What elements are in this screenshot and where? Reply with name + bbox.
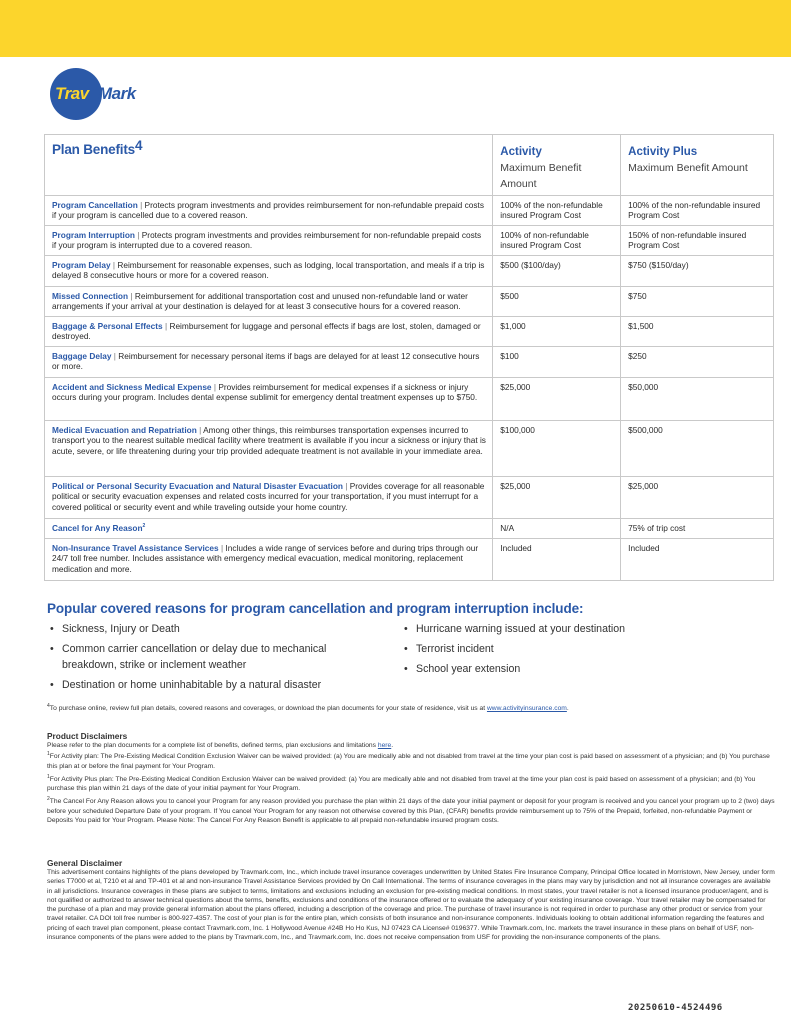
benefit-name: Medical Evacuation and Repatriation: [52, 425, 197, 435]
benefit-name: Baggage Delay: [52, 351, 112, 361]
benefit-name: Program Interruption: [52, 230, 135, 240]
activity-amount: $500 ($100/day): [493, 256, 621, 287]
benefit-description: Reimbursement for additional transportation cost and unused non-refundable land or water arrangements if your arrival at your destination is delayed for at least 3 consecutive hours for a covered reason.: [52, 291, 468, 312]
activity-plus-amount: $25,000: [621, 477, 774, 519]
benefit-name: Baggage & Personal Effects: [52, 321, 163, 331]
reasons-list-right: [401, 621, 761, 681]
disclaimer-item: $^2$The Cancel For Any Reason allows you to cancel your Program for any reason provided you purchase the plan within 21 days of the date your initial payment or deposit for your program is received and you cancel your program up to 2 (two) days before your scheduled Departure Date of your program. If You cancel Your Program for any reason not otherwise covered by this Plan, (CFAR) benefits provide reimbursement up to 75% of the Prepaid, forfeited, non-refundable Payment or Deposits You paid for Your Program. Please Note: The Cancel For Any Reason Benefit is applicable to all prepaid non-refundable insured program costs.: [47, 796, 775, 825]
activity-amount: $1,000: [493, 317, 621, 347]
activity-amount: $100: [493, 347, 621, 378]
benefit-description: Provides coverage for all reasonable political or security evacuation expenses and related costs incurred for your transportation, if you must interrupt for a covered political or security event and while traveling outside your home country.: [52, 481, 485, 512]
header-activity: Activity Maximum Benefit Amount: [493, 135, 621, 196]
header-band: [0, 0, 791, 57]
benefit-name: Accident and Sickness Medical Expense: [52, 382, 212, 392]
benefit-description: Among other things, this reimburses transportation expenses incurred to transport you to the nearest suitable medical facility where treatment is available if you incur a sickness or injury that is acute, severe, or life threatening during your trip provided adequate treatment is not available in your immediate area.: [52, 425, 486, 456]
benefit-name: Program Delay: [52, 260, 111, 270]
header-activity-plus: Activity Plus Maximum Benefit Amount: [621, 135, 774, 196]
benefit-description: Protects program investments and provides reimbursement for non-refundable prepaid costs if your program is interrupted due to a covered reason.: [52, 230, 482, 251]
separator: |: [140, 200, 143, 210]
table-row: [45, 347, 774, 378]
separator: |: [113, 351, 116, 361]
activity-plus-amount: $250: [621, 347, 774, 378]
logo-text-left: Trav: [55, 84, 89, 103]
separator: |: [164, 321, 168, 331]
benefit-cell: [45, 378, 493, 421]
travmark-logo: [50, 68, 150, 122]
table-header-row: [45, 135, 774, 196]
document-code: 20250610-4524496: [628, 1003, 723, 1013]
activity-plus-amount: $750 ($150/day): [621, 256, 774, 287]
activity-plus-amount: 100% of the non-refundable insured Program Cost: [621, 196, 774, 226]
reasons-title: Popular covered reasons for program cancellation and program interruption include:: [47, 601, 584, 616]
activityinsurance-link[interactable]: www.activityinsurance.com: [486, 705, 567, 712]
general-disclaimer-title: General Disclaimer: [47, 858, 123, 868]
plan-benefits-table: [44, 134, 774, 581]
table-row: [45, 378, 774, 421]
reasons-list-left: [47, 621, 377, 697]
benefit-cell: [45, 196, 493, 226]
disclaimer-item: $^1$For Activity plan: The Pre-Existing Medical Condition Exclusion Waiver can be waived provided: (a) You are medically able and not disabled from travel at the time your plan cost is paid based on assessment of a physician; and (b) You purchase this plan at or before the final payment for Your Program.: [47, 751, 770, 770]
general-disclaimer: [47, 858, 775, 946]
benefit-name: Missed Connection: [52, 291, 129, 301]
activity-amount: 100% of non-refundable insured Program Cost: [493, 226, 621, 256]
benefit-description: Protects program investments and provides reimbursement for non-refundable prepaid costs if your program is cancelled due to a covered reason.: [52, 200, 484, 221]
benefit-name: Program Cancellation: [52, 200, 138, 210]
benefit-cell: [45, 477, 493, 519]
separator: |: [130, 291, 133, 301]
product-disclaimers-title: Product Disclaimers: [47, 731, 128, 741]
activity-amount: $500: [493, 287, 621, 317]
list-item: • Sickness, Injury or Death: [47, 621, 377, 637]
benefit-cell: [45, 226, 493, 256]
table-row: [45, 226, 774, 256]
activity-amount: $25,000: [493, 477, 621, 519]
header-plan-benefits: Plan Benefits$^4$: [45, 135, 493, 196]
benefit-description: Provides reimbursement for medical expenses if a sickness or injury occurs during your program. Includes dental expense sublimit for emergency dental treatment expenses up to $750.: [52, 382, 478, 403]
benefit-description: Reimbursement for luggage and personal effects if bags are lost, stolen, damaged or destroyed.: [52, 321, 481, 342]
benefit-cell: [45, 287, 493, 317]
disclaimer-item: $^1$For Activity Plus plan: The Pre-Existing Medical Condition Exclusion Waiver can be waived provided: (a) You are medically able and not disabled from travel at the time your plan cost is paid based on assessment of a physician; and (b) You purchase this plan within 21 days of the date of your initial payment for Your Program.: [47, 773, 756, 793]
plan-documents-link[interactable]: here: [377, 742, 392, 749]
table-row: [45, 519, 774, 539]
activity-plus-amount: $500,000: [621, 421, 774, 477]
table-row: [45, 287, 774, 317]
activity-plus-amount: $750: [621, 287, 774, 317]
general-disclaimer-text: This advertisement contains highlights of the plans developed by Travmark.com, Inc., which include travel insurance coverages underwritten by United States Fire Insurance Company, Principal Office located in Morristown, New Jersey, under form series T7000 et al, T210 et al and TP-401 et al and non-insurance Travel Assistance Services provided by On Call International. The terms of insurance coverages in the plans may vary by jurisdiction and not all insurance coverages are available in all jurisdictions. Insurance coverages in these plans are subject to terms, limitations and exclusions including an exclusion for pre-existing medical conditions. In most states, your travel retailer is not a licensed insurance producer/agent, and is not qualified or authorized to answer technical questions about the terms, benefits, exclusions and conditions of the insurance offered or to evaluate the adequacy of your existing insurance coverage. Your travel retailer may be compensated for the purchase of a plan and may provide general information about the plans offered, including a description of the coverage and price. The purchase of travel insurance is not required in order to purchase any other product or service from your travel retailer. CA DOI toll free number is 800-927-4357. The cost of your plan is for the entire plan, which consists of both insurance and non-insurance components. Individuals looking to obtain additional information regarding the features and pricing of each travel plan component, please contact Travmark.com, Inc. 1 Hollywood Avenue #24B Ho Ho Kus, NJ 07423 CA License# 0196377. While Travmark.com, Inc. markets the travel insurance in these plans on behalf of USF, non-insurance components of the plans were added to the plans by Travmark.com, Inc., and Travmark.com, Inc. does not receive compensation from USF for providing the non-insurance components of the plans.: [47, 869, 775, 942]
separator: |: [112, 260, 116, 270]
benefit-cell: [45, 256, 493, 287]
benefit-cell: [45, 317, 493, 347]
table-row: [45, 196, 774, 226]
activity-plus-amount: $1,500: [621, 317, 774, 347]
separator: |: [137, 230, 140, 240]
list-item: • School year extension: [401, 661, 761, 677]
separator: |: [213, 382, 217, 392]
logo-text-right: Mark: [98, 84, 136, 103]
list-item: • Terrorist incident: [401, 641, 761, 657]
product-disclaimers: Product Disclaimers Please refer to the plan documents for a complete list of benefits, defined terms, plan exclusions and limitations here. $^1$For Activity plan: The Pre-Existing Medical Condition Exclusion Waiver can be waived provided: (a) You are medically able and not disabled from travel at the time your plan cost is paid based on assessment of a physician; and (b) You purchase this plan at or before the final payment for Your Program. $^1$For Activity Plus plan: The Pre-Existing Medical Condition Exclusion Waiver can be waived provided: (a) You are medically able and not disabled from travel at the time your plan cost is paid based on assessment of a physician; and (b) You purchase this plan within 21 days of the date of your initial payment for Your Program. $^2$The Cancel For Any Reason allows you to cancel your Program for any reason provided you purchase the plan within 21 days of the date your initial payment or deposit for your program is received and you cancel your program up to 2 (two) days before your scheduled Departure Date of your program. If You cancel Your Program for any reason not otherwise covered by this Plan, (CFAR) benefits provide reimbursement up to 75% of the Prepaid, forfeited, non-refundable Payment or Deposits You paid for Your Program. Please Note: The Cancel For Any Reason Benefit is applicable to all prepaid non-refundable insured program costs.: [47, 731, 775, 825]
activity-amount: Included: [493, 539, 621, 581]
benefit-cell: [45, 539, 493, 581]
benefit-name: Cancel for Any Reason: [52, 523, 143, 533]
activity-plus-amount: Included: [621, 539, 774, 581]
separator: |: [199, 425, 202, 435]
benefit-cell: [45, 421, 493, 477]
separator: |: [220, 543, 224, 553]
table-row: [45, 421, 774, 477]
table-row: [45, 539, 774, 581]
benefit-cell: [45, 347, 493, 378]
benefit-name: Political or Personal Security Evacuation and Natural Disaster Evacuation: [52, 481, 343, 491]
activity-plus-amount: 150% of non-refundable insured Program Cost: [621, 226, 774, 256]
activity-plus-amount: 75% of trip cost: [621, 519, 774, 539]
activity-amount: $25,000: [493, 378, 621, 421]
list-item: • Common carrier cancellation or delay due to mechanical breakdown, strike or inclement weather: [47, 641, 377, 673]
benefit-description: Includes a wide range of services before and during trips through our 24/7 toll free number. Includes assistance with emergency medical evacuation, medical monitoring, replacement medication and more.: [52, 543, 479, 574]
table-row: [45, 256, 774, 287]
activity-plus-amount: $50,000: [621, 378, 774, 421]
footnote-4: $^4$To purchase online, review full plan details, covered reasons and coverages, or download the plan documents for your state of residence, visit us at www.activityinsurance.com.: [47, 702, 569, 712]
benefit-description: Reimbursement for reasonable expenses, such as lodging, local transportation, and meals if a trip is delayed 8 consecutive hours or more for a covered reason.: [52, 260, 485, 281]
table-row: [45, 477, 774, 519]
activity-amount: $100,000: [493, 421, 621, 477]
separator: |: [345, 481, 348, 491]
table-row: [45, 317, 774, 347]
list-item: • Hurricane warning issued at your destination: [401, 621, 761, 637]
activity-amount: N/A: [493, 519, 621, 539]
benefit-description: Reimbursement for necessary personal items if bags are delayed for at least 12 consecutive hours or more.: [52, 351, 480, 372]
activity-amount: 100% of the non-refundable insured Program Cost: [493, 196, 621, 226]
benefit-name: Non-Insurance Travel Assistance Services: [52, 543, 219, 553]
benefit-cell: Cancel for Any Reason$^2$: [45, 519, 493, 539]
list-item: • Destination or home uninhabitable by a natural disaster: [47, 677, 377, 693]
